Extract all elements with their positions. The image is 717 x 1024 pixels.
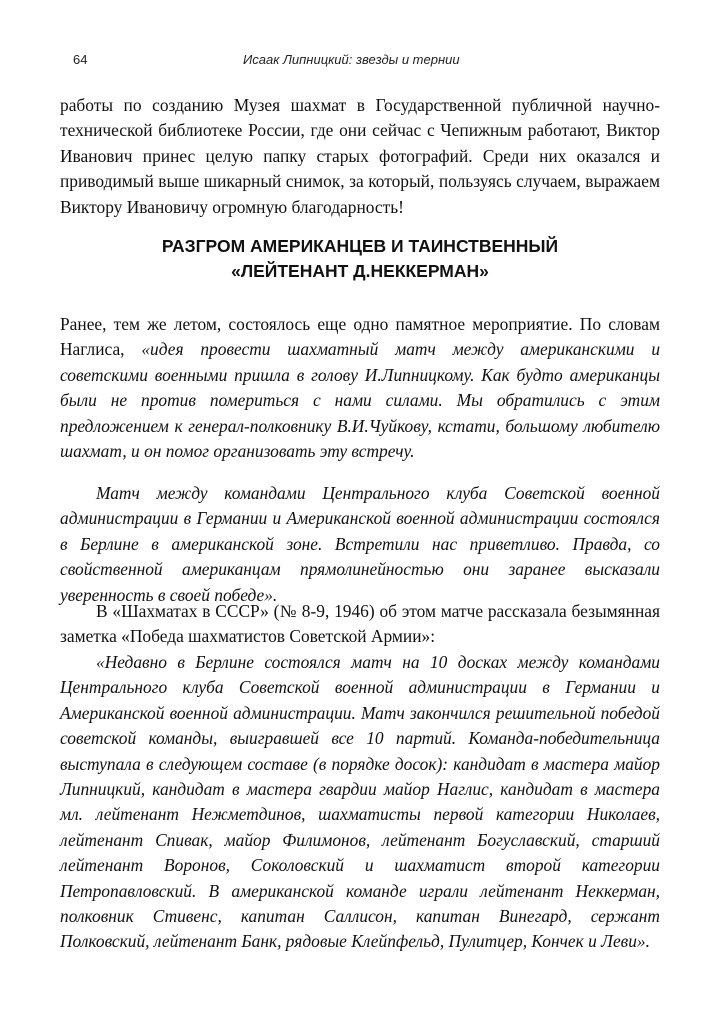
paragraph-magazine-quote: «Недавно в Берлине состоялся матч на 10 досках между командами Центрального клуба Советской военной администрации в Германии и Американской военной администрации. Матч закончился решительной победой советской команды, выигравшей все 10 партий. Команда-победительница выступала в следующем составе (в порядке досок): кандидат в мастера майор Липницкий, кандидат в мастера гвардии майор Наглис, кандидат в мастера мл. лейтенант Нежметдинов, шахматисты первой категории Николаев, лейтенант Спивак, майор Филимонов, лейтенант Богуславский, старший лейтенант Воронов, Соколовский и шахматист второй категории Петропавловский. В американской команде играли лейтенант Неккерман, полковник Стивенс, капитан Саллисон, капитан Винегард, сержант Полковский, лейтенант Банк, рядовые Клейпфельд, Пулитцер, Кончек и Леви». [60, 652, 660, 952]
section-heading-line-1: РАЗГРОМ АМЕРИКАНЦЕВ И ТАИНСТВЕННЫЙ [161, 236, 559, 256]
paragraph-match-intro [60, 312, 660, 464]
paragraph-magazine-note: В «Шахматах в СССР» (№ 8-9, 1946) об этом матче рассказала безымянная заметка «Победа шахматистов Советской Армии»: [60, 601, 660, 647]
paragraph-match-intro-quote: «идея провести шахматный матч между американскими и советскими военными пришла в голову И.Липницкому. Как будто американцы были не против помериться с нами силами. Мы обратились с этим предложением к генерал-полковнику В.И.Чуйкову, кстати, большому любителю шахмат, и он помог организовать эту встречу. [60, 339, 661, 462]
paragraph-intro: работы по созданию Музея шахмат в Государственной публичной научно-технической библиотеке России, где они сейчас с Чепижным работают, Виктор Иванович принес целую папку старых фотографий. Среди них оказался и приводимый выше шикарный снимок, за который, пользуясь случаем, выражаем Виктору Ивановичу огромную благодарность! [60, 95, 660, 217]
paragraph-quote-continued: Матч между командами Центрального клуба Советской военной администрации в Германии и Американской военной администрации состоялся в Берлине в американской зоне. Встретили нас приветливо. Правда, со свойственной американцам прямолинейностью они заранее высказали уверенность в своей победе». [60, 483, 660, 605]
running-header [0, 52, 717, 72]
paragraph-match-intro-plain: Ранее, тем же летом, состоялось еще одно памятное мероприятие. По словам Наглиса, [60, 314, 660, 360]
section-heading-line-2: «ЛЕЙТЕНАНТ Д.НЕККЕРМАН» [231, 261, 489, 281]
section-heading [60, 234, 660, 284]
page-number: 64 [73, 52, 88, 67]
running-title: Исаак Липницкий: звезды и тернии [243, 52, 460, 67]
